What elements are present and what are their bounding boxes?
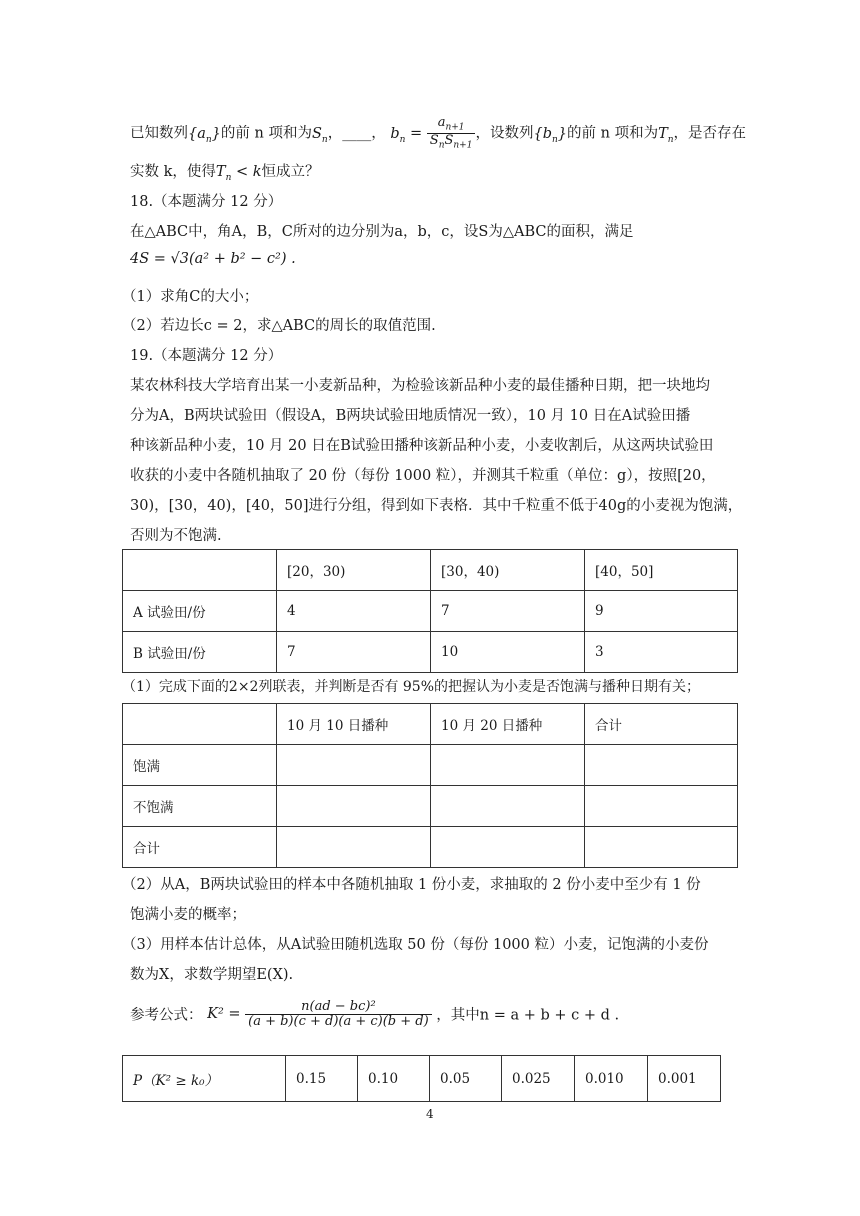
page-number: 4 <box>426 1107 434 1121</box>
table-cell: B 试验田/份 <box>123 632 277 673</box>
table-cell <box>277 745 431 786</box>
table-cell: 0.05 <box>430 1056 502 1102</box>
s-n: $S_n$ <box>311 125 328 145</box>
t-n: $T_n$ <box>658 125 674 145</box>
table-cell: 0.025 <box>502 1056 575 1102</box>
q17-line2 <box>130 160 320 183</box>
ref-denominator: (a + b)(c + d)(a + c)(b + d) <box>248 1013 429 1029</box>
table-cell: 10 <box>431 632 585 673</box>
table-cell: 合计 <box>585 704 738 745</box>
q17-line1 <box>130 116 746 151</box>
q17-text-b: 的前 n 项和为 <box>220 125 312 142</box>
q17-text-d: 的前 n 项和为 <box>567 125 659 142</box>
table-cell: [40，50] <box>585 550 738 591</box>
seq-a: $\{a_n\}$ <box>188 125 221 145</box>
q18-header: 18.（本题满分 12 分） <box>130 194 283 210</box>
ref-label: 参考公式： <box>130 1007 203 1024</box>
table-row <box>123 1056 721 1102</box>
table-row <box>123 786 738 827</box>
ref-lhs: K² = <box>207 1006 246 1023</box>
q19-part2-line2: 饱满小麦的概率； <box>130 907 246 923</box>
table-cell: 合计 <box>123 827 277 868</box>
q17-fraction: $\frac{a_{n+1}}{S_nS_{n+1}}$ <box>427 116 476 151</box>
table-cell <box>585 827 738 868</box>
table-cell <box>431 745 585 786</box>
q19-para-line1: 某农林科技大学培育出某一小麦新品种，为检验该新品种小麦的最佳播种日期，把一块地均 <box>130 378 710 394</box>
table-cell: 7 <box>431 591 585 632</box>
q19-para-line2: 分为A，B两块试验田（假设A，B两块试验田地质情况一致），10 月 10 日在A试验田播 <box>130 408 691 424</box>
ref-numerator: n(ad − bc)² <box>245 1000 432 1015</box>
table-cell: 3 <box>585 632 738 673</box>
table-cell: [30，40) <box>431 550 585 591</box>
q17-line2-text: 实数 k，使得 <box>130 164 216 180</box>
table-cell <box>277 786 431 827</box>
contingency-table <box>122 703 738 868</box>
critical-value-table <box>122 1055 721 1102</box>
table-cell: P（K² ≥ k₀） <box>123 1056 286 1102</box>
table-cell: A 试验田/份 <box>123 591 277 632</box>
table-header-row <box>123 550 738 591</box>
q19-header: 19.（本题满分 12 分） <box>130 348 283 364</box>
q17-text-c: ，设数列 <box>475 125 534 142</box>
q19-part3-line1: （3）用样本估计总体，从A试验田随机选取 50 份（每份 1000 粒）小麦，记饱满的小麦份 <box>122 937 709 953</box>
q17-blank: ，____， <box>327 125 386 142</box>
q19-para-line4: 收获的小麦中各随机抽取了 20 份（每份 1000 粒），并测其千粒重（单位：g），按照[20， <box>130 468 716 484</box>
table-cell <box>431 827 585 868</box>
seq-b: $\{b_n\}$ <box>533 125 568 145</box>
q17-inequality: $T_n < k$ <box>215 164 262 183</box>
q19-part1: （1）完成下面的2×2列联表，并判断是否有 95%的把握认为小麦是否饱满与播种日期有关； <box>122 679 701 695</box>
table-cell: 0.15 <box>286 1056 358 1102</box>
table-header-row <box>123 704 738 745</box>
b-n: $b_n$ <box>390 125 406 145</box>
q17-text-a: 已知数列 <box>130 125 188 142</box>
table-cell: 7 <box>277 632 431 673</box>
table-cell <box>585 786 738 827</box>
table-cell: 9 <box>585 591 738 632</box>
table-cell <box>123 704 277 745</box>
table-row <box>123 827 738 868</box>
table-cell: 10 月 10 日播种 <box>277 704 431 745</box>
table-row <box>123 632 738 673</box>
q19-part2-line1: （2）从A，B两块试验田的样本中各随机抽取 1 份小麦，求抽取的 2 份小麦中至少有 1 份 <box>122 877 701 893</box>
table-row <box>123 745 738 786</box>
table-row <box>123 591 738 632</box>
q17-eq: = <box>405 125 427 142</box>
table-cell: 0.010 <box>575 1056 648 1102</box>
table-cell <box>123 550 277 591</box>
table-cell: 饱满 <box>123 745 277 786</box>
table-cell: 不饱满 <box>123 786 277 827</box>
table-cell <box>431 786 585 827</box>
q19-para-line6: 否则为不饱满. <box>130 528 222 544</box>
table-cell: 0.001 <box>648 1056 721 1102</box>
ref-tail: ，其中n = a + b + c + d . <box>436 1007 620 1024</box>
table-cell: 0.10 <box>358 1056 430 1102</box>
q17-line2-end: 恒成立？ <box>261 164 320 180</box>
table-cell: 10 月 20 日播种 <box>431 704 585 745</box>
q19-para-line3: 种该新品种小麦，10 月 20 日在B试验田播种该新品种小麦，小麦收割后，从这两块试验田 <box>130 438 714 454</box>
q19-para-line5: 30)，[30，40)，[40，50]进行分组，得到如下表格．其中千粒重不低于40g的小麦视为饱满， <box>130 498 743 514</box>
q18-part1: （1）求角C的大小； <box>122 289 259 305</box>
q18-line1: 在△ABC中，角A，B，C所对的边分别为a，b，c，设S为△ABC的面积，满足 <box>130 224 634 240</box>
data-table-1 <box>122 549 738 673</box>
table-cell: [20，30) <box>277 550 431 591</box>
table-cell <box>277 827 431 868</box>
table-cell: 4 <box>277 591 431 632</box>
q18-part2: （2）若边长c = 2，求△ABC的周长的取值范围. <box>122 318 436 334</box>
q17-text-e: ，是否存在 <box>673 125 747 142</box>
q19-part3-line2: 数为X，求数学期望E(X). <box>130 967 294 983</box>
reference-formula <box>130 1000 619 1028</box>
q18-formula: 4S = √3(a² + b² − c²) . <box>130 251 296 267</box>
table-cell <box>585 745 738 786</box>
ref-fraction <box>245 1000 432 1028</box>
